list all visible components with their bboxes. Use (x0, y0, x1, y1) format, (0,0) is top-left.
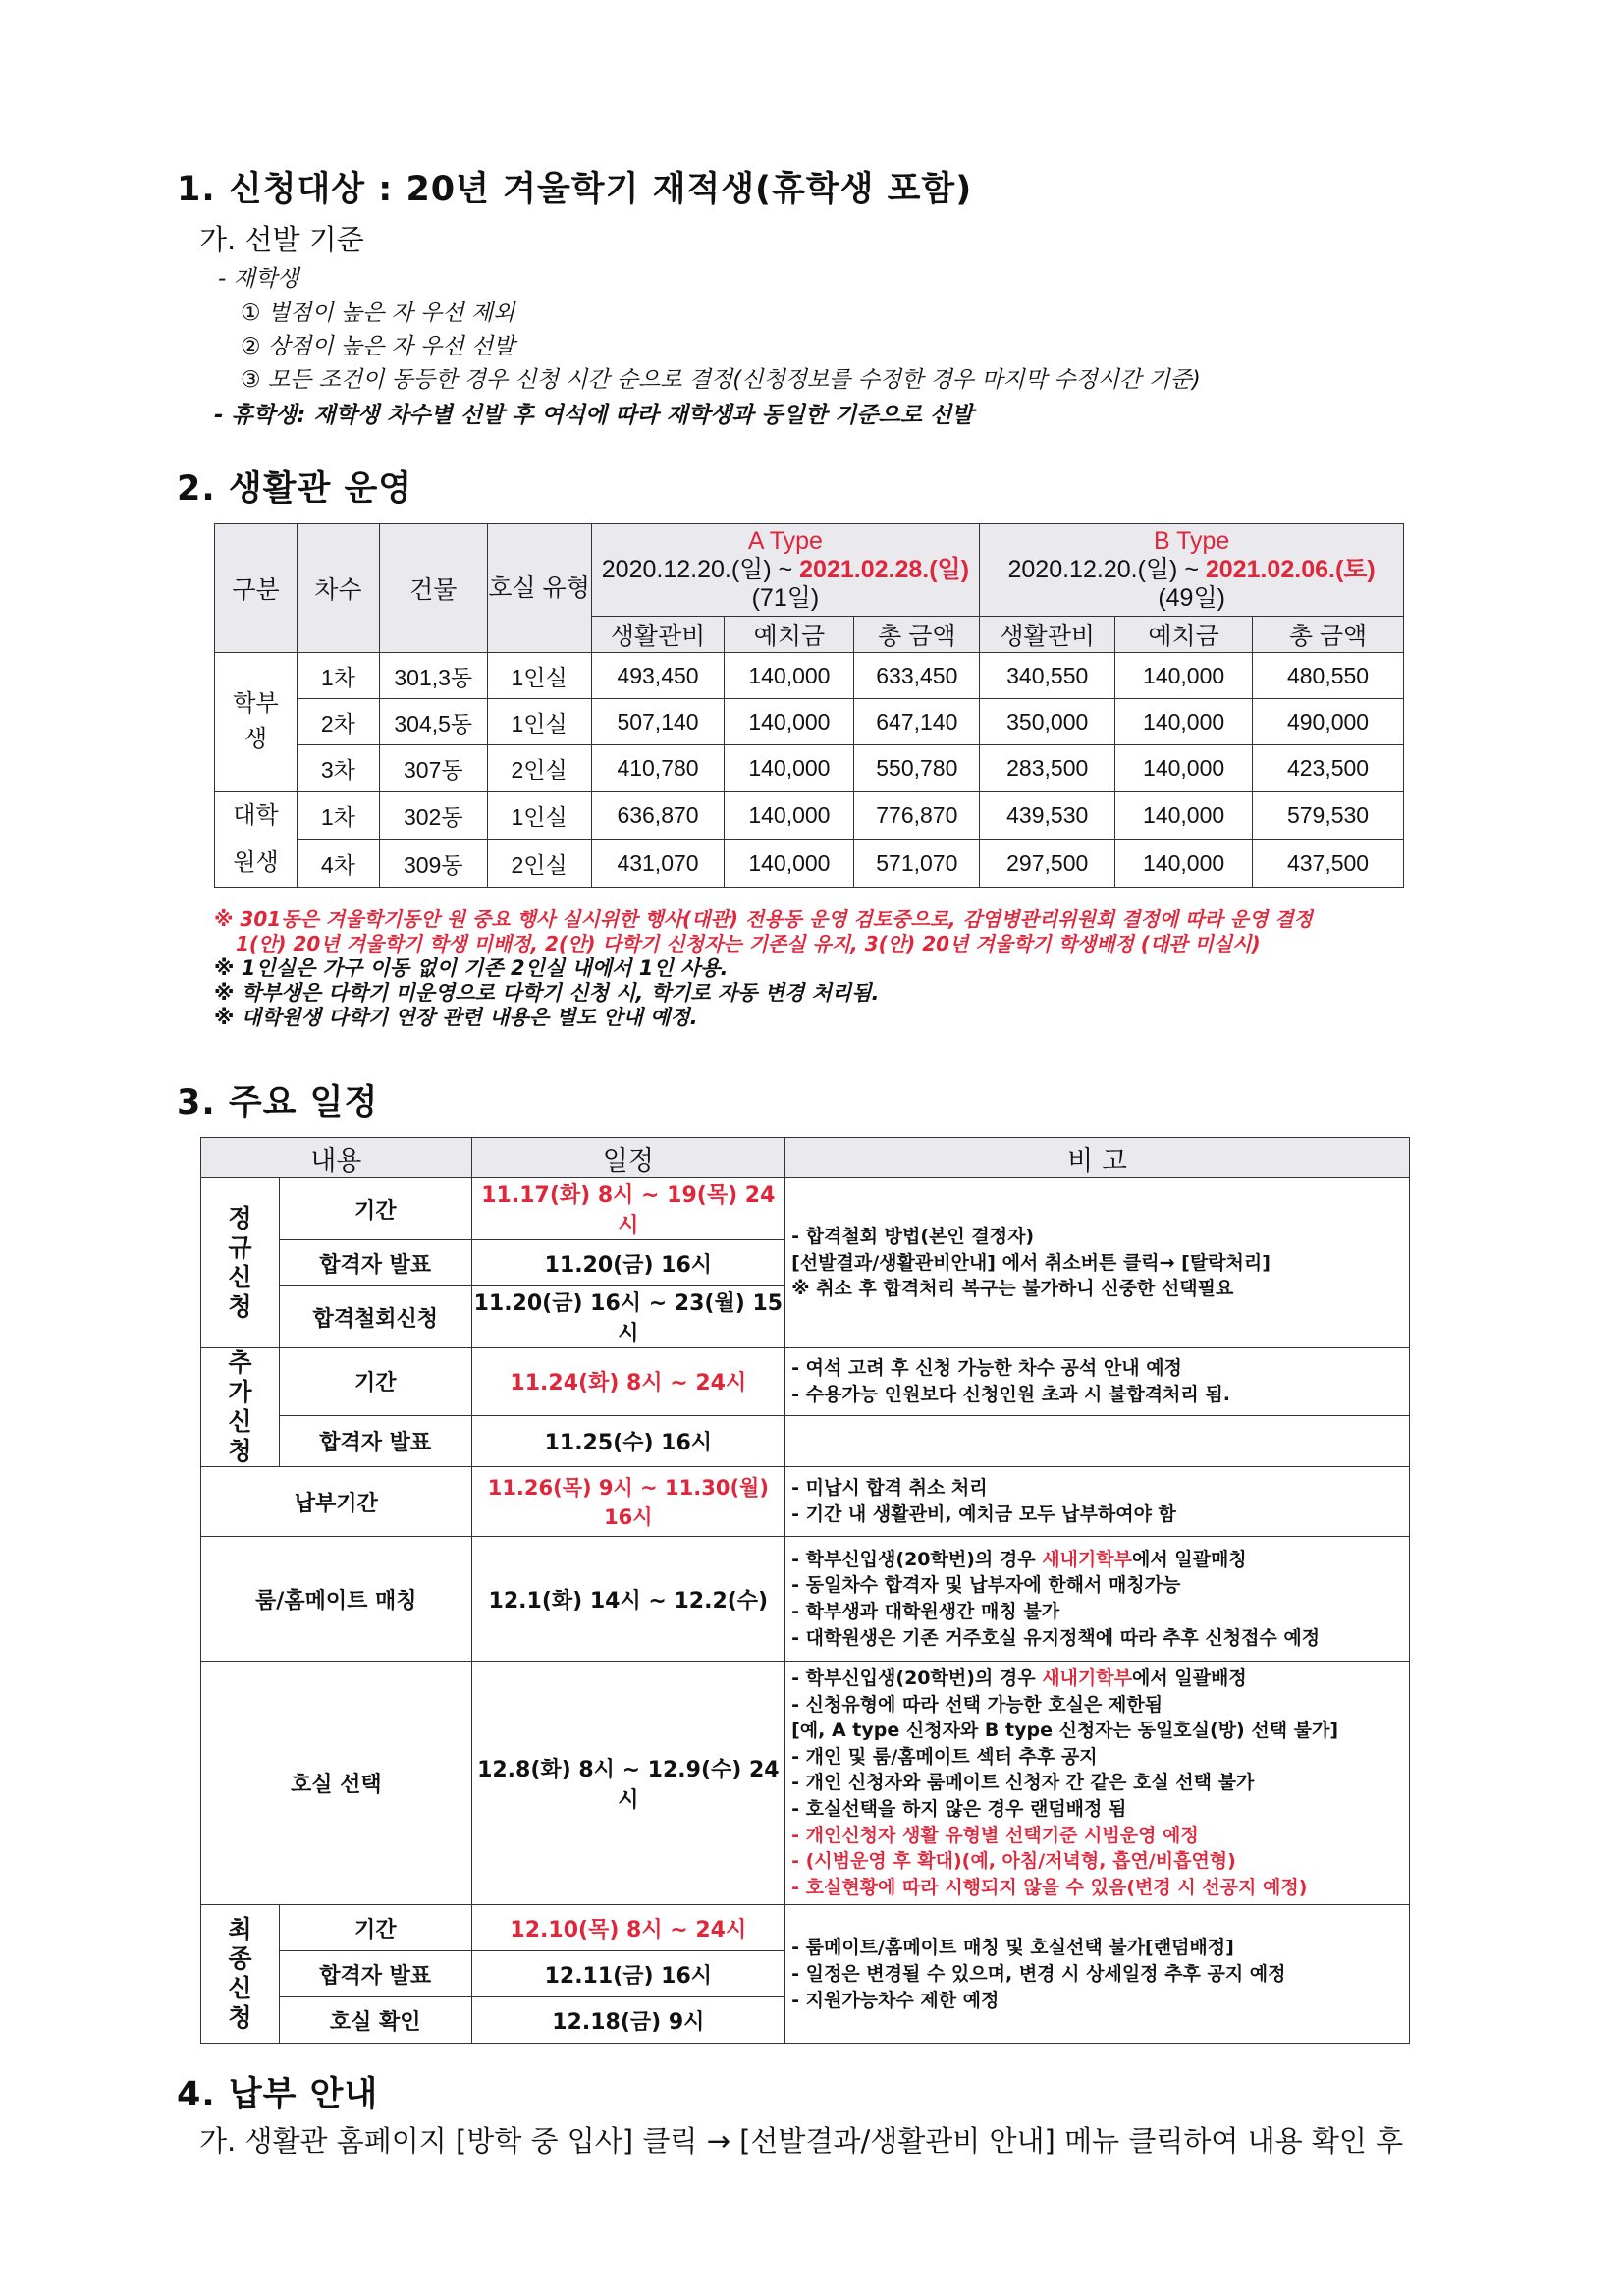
cell-b-total: 437,500 (1253, 840, 1404, 888)
a-type-label: A Type (747, 527, 823, 556)
cell-b-fee: 350,000 (980, 699, 1115, 745)
matching-schedule: 12.1(화) 14시 ~ 12.2(수) (471, 1537, 785, 1662)
cell-room: 2인실 (487, 745, 591, 792)
label-announce: 합격자 발표 (279, 1415, 471, 1466)
final-confirm: 12.18(금) 9시 (471, 1997, 785, 2044)
header-b-type (980, 524, 1404, 617)
header-b-total: 총 금액 (1253, 616, 1404, 652)
cell-b-deposit: 140,000 (1115, 745, 1253, 792)
section1-title: 1. 신청대상 : 20년 겨울학기 재적생(휴학생 포함) (177, 170, 973, 209)
cell-b-fee: 439,530 (980, 792, 1115, 840)
cell-room: 1인실 (487, 792, 591, 840)
label-payment: 납부기간 (201, 1467, 472, 1537)
cell-a-deposit: 140,000 (725, 840, 854, 888)
b-type-label: B Type (1153, 527, 1230, 556)
label-matching: 룸/홈메이트 매칭 (201, 1537, 472, 1662)
regular-announce: 11.20(금) 16시 (471, 1240, 785, 1286)
header-building: 건물 (379, 524, 487, 653)
b-period-start: 2020.12.20.(일) ~ (1007, 555, 1206, 583)
label-cancel: 합격철회신청 (279, 1286, 471, 1348)
final-announce: 12.11(금) 16시 (471, 1951, 785, 1997)
cell-round: 2차 (297, 699, 379, 745)
section3-title: 3. 주요 일정 (177, 1083, 379, 1122)
criteria-item-2: ② 상점이 높은 자 우선 선발 (241, 334, 515, 359)
note-301: ※ 301동은 겨울학기동안 원 중요 행사 실시위한 행사(대관) 전용동 운영 검토중으로, 감염병관리위원회 결정에 따라 운영 결정 (214, 907, 1313, 931)
final-remarks: - 룸메이트/홈메이트 매칭 및 호실선택 불가[랜덤배정] - 일정은 변경될 수 있으며, 변경 시 상세일정 추후 공지 예정 - 지원가능차수 제한 예정 (785, 1905, 1410, 2044)
cell-b-fee: 297,500 (980, 840, 1115, 888)
label-room-select: 호실 선택 (201, 1662, 472, 1905)
header-a-deposit: 예치금 (725, 616, 854, 652)
cell-a-fee: 493,450 (591, 653, 725, 699)
cell-round: 1차 (297, 653, 379, 699)
header-room-type: 호실 유형 (487, 524, 591, 653)
cell-a-total: 550,780 (854, 745, 980, 792)
cell-a-deposit: 140,000 (725, 699, 854, 745)
label-period: 기간 (279, 1178, 471, 1240)
group-additional: 추가 신청 (201, 1348, 280, 1467)
label-period: 기간 (279, 1348, 471, 1416)
cell-b-total: 423,500 (1253, 745, 1404, 792)
cell-b-total: 480,550 (1253, 653, 1404, 699)
schedule-table (200, 1137, 1410, 2044)
table-row (215, 653, 1404, 699)
b-period-end: 2021.02.06.(토) (1205, 555, 1376, 583)
regular-remarks: - 합격철회 방법(본인 결정자) [선발결과/생활관비안내] 에서 취소버튼 클릭→ [탈락처리] ※ 취소 후 합격처리 복구는 불가하니 신중한 선택필요 (785, 1178, 1410, 1348)
room-schedule: 12.8(화) 8시 ~ 12.9(수) 24시 (471, 1662, 785, 1905)
cell-a-deposit: 140,000 (725, 792, 854, 840)
cell-building: 304,5동 (379, 699, 487, 745)
cell-a-total: 571,070 (854, 840, 980, 888)
cell-b-deposit: 140,000 (1115, 792, 1253, 840)
payment-instruction: 가. 생활관 홈페이지 [방학 중 입사] 클릭 → [선발결과/생활관비 안내] 메뉴 클릭하여 내용 확인 후 (199, 2124, 1404, 2158)
header-round: 차수 (297, 524, 379, 653)
criteria-item-1: ① 벌점이 높은 자 우선 제외 (241, 301, 515, 326)
dormitory-fee-table (214, 523, 1404, 888)
additional-remarks-empty (785, 1415, 1410, 1466)
table-row (201, 1537, 1410, 1662)
cell-b-total: 490,000 (1253, 699, 1404, 745)
table-row (215, 792, 1404, 840)
group-grad: 대학원생 (215, 792, 298, 888)
leave-student-criteria: - 휴학생: 재학생 차수별 선발 후 여석에 따라 재학생과 동일한 기준으로 선발 (214, 403, 974, 428)
cell-a-fee: 507,140 (591, 699, 725, 745)
table-row (201, 1178, 1410, 1240)
label-announce: 합격자 발표 (279, 1240, 471, 1286)
payment-remarks: - 미납시 합격 취소 처리 - 기간 내 생활관비, 예치금 모두 납부하여야 함 (785, 1467, 1410, 1537)
note-grad: ※ 대학원생 다학기 연장 관련 내용은 별도 안내 예정. (214, 1006, 698, 1029)
matching-remarks: - 학부신입생(20학번)의 경우 새내기학부에서 일괄매칭 - 동일차수 합격자 및 납부자에 한해서 매칭가능 - 학부생과 대학원생간 매칭 불가 - 대학원생은 기존 거주호실 유지정책에 따라 추후 신청접수 예정 (785, 1537, 1410, 1662)
additional-period: 11.24(화) 8시 ~ 24시 (471, 1348, 785, 1416)
header-category: 구분 (215, 524, 298, 653)
additional-announce: 11.25(수) 16시 (471, 1415, 785, 1466)
header-b-fee: 생활관비 (980, 616, 1115, 652)
additional-remarks: - 여석 고려 후 신청 가능한 차수 공석 안내 예정 - 수용가능 인원보다 신청인원 초과 시 불합격처리 됨. (785, 1348, 1410, 1416)
note-undergrad: ※ 학부생은 다학기 미운영으로 다학기 신청 시, 학기로 자동 변경 처리됨. (214, 981, 880, 1005)
group-final: 최종 신청 (201, 1905, 280, 2044)
cell-b-deposit: 140,000 (1115, 653, 1253, 699)
cell-building: 302동 (379, 792, 487, 840)
table-row (215, 699, 1404, 745)
cell-a-fee: 636,870 (591, 792, 725, 840)
table-row (215, 840, 1404, 888)
header-remarks: 비 고 (785, 1138, 1410, 1178)
table-row (201, 1662, 1410, 1905)
table-row (201, 1467, 1410, 1537)
label-period: 기간 (279, 1905, 471, 1951)
cell-a-fee: 431,070 (591, 840, 725, 888)
cell-a-total: 633,450 (854, 653, 980, 699)
section4-title: 4. 납부 안내 (177, 2075, 379, 2114)
table-row (201, 1905, 1410, 1951)
cell-room: 2인실 (487, 840, 591, 888)
table-row (215, 745, 1404, 792)
note-301-options: 1(안) 20년 겨울학기 학생 미배정, 2(안) 다학기 신청자는 기존실 유지, 3(안) 20년 겨울학기 학생배정 (대관 미실시) (236, 932, 1261, 956)
label-announce: 합격자 발표 (279, 1951, 471, 1997)
cell-b-deposit: 140,000 (1115, 840, 1253, 888)
cell-round: 1차 (297, 792, 379, 840)
b-days: (49일) (1158, 583, 1225, 612)
room-remarks: - 학부신입생(20학번)의 경우 새내기학부에서 일괄배정 - 신청유형에 따라 선택 가능한 호실은 제한됨 [예, A type 신청자와 B type 신청자는 동일호실(방) 선택 불가] - 개인 및 룸/홈메이트 섹터 추후 공지 - 개인 신청자와 룸메이트 신청자 간 같은 호실 선택 불가 - 호실선택을 하지 않은 경우 랜덤배정 됨 - 개인신청자 생활 유형별 선택기준 시범운영 예정 - (시범운영 후 확대)(예, 아침/저녁형, 흡연/비흡연형) - 호실현황에 따라 시행되지 않을 수 있음(변경 시 선공지 예정) (785, 1662, 1410, 1905)
cell-building: 301,3동 (379, 653, 487, 699)
table-row (201, 1415, 1410, 1466)
cell-building: 307동 (379, 745, 487, 792)
cell-room: 1인실 (487, 653, 591, 699)
header-content: 내용 (201, 1138, 472, 1178)
label-confirm: 호실 확인 (279, 1997, 471, 2044)
cell-building: 309동 (379, 840, 487, 888)
group-enrolled: - 재학생 (218, 266, 299, 292)
header-a-fee: 생활관비 (591, 616, 725, 652)
header-schedule: 일정 (471, 1138, 785, 1178)
criteria-item-3: ③ 모든 조건이 동등한 경우 신청 시간 순으로 결정(신청정보를 수정한 경우 마지막 수정시간 기준) (241, 367, 1201, 393)
a-period-end: 2021.02.28.(일) (799, 555, 970, 583)
header-a-total: 총 금액 (854, 616, 980, 652)
final-period: 12.10(목) 8시 ~ 24시 (471, 1905, 785, 1951)
cell-b-fee: 283,500 (980, 745, 1115, 792)
a-period-start: 2020.12.20.(일) ~ (601, 555, 800, 583)
a-days: (71일) (751, 583, 820, 612)
table-row (201, 1348, 1410, 1416)
cell-b-deposit: 140,000 (1115, 699, 1253, 745)
cell-b-fee: 340,550 (980, 653, 1115, 699)
group-regular: 정규 신청 (201, 1178, 280, 1348)
cell-round: 3차 (297, 745, 379, 792)
cell-b-total: 579,530 (1253, 792, 1404, 840)
header-a-type (591, 524, 980, 617)
section1-subtitle: 가. 선발 기준 (199, 223, 364, 256)
group-undergrad: 학부생 (215, 653, 298, 792)
section2-title: 2. 생활관 운영 (177, 469, 413, 509)
cell-room: 1인실 (487, 699, 591, 745)
cell-a-fee: 410,780 (591, 745, 725, 792)
regular-period: 11.17(화) 8시 ~ 19(목) 24시 (471, 1178, 785, 1240)
cell-a-deposit: 140,000 (725, 653, 854, 699)
cell-a-total: 647,140 (854, 699, 980, 745)
cell-a-total: 776,870 (854, 792, 980, 840)
cell-round: 4차 (297, 840, 379, 888)
regular-cancel: 11.20(금) 16시 ~ 23(월) 15시 (471, 1286, 785, 1348)
payment-schedule: 11.26(목) 9시 ~ 11.30(월) 16시 (471, 1467, 785, 1537)
note-single-room: ※ 1인실은 가구 이동 없이 기존 2인실 내에서 1인 사용. (214, 957, 729, 980)
header-b-deposit: 예치금 (1115, 616, 1253, 652)
cell-a-deposit: 140,000 (725, 745, 854, 792)
